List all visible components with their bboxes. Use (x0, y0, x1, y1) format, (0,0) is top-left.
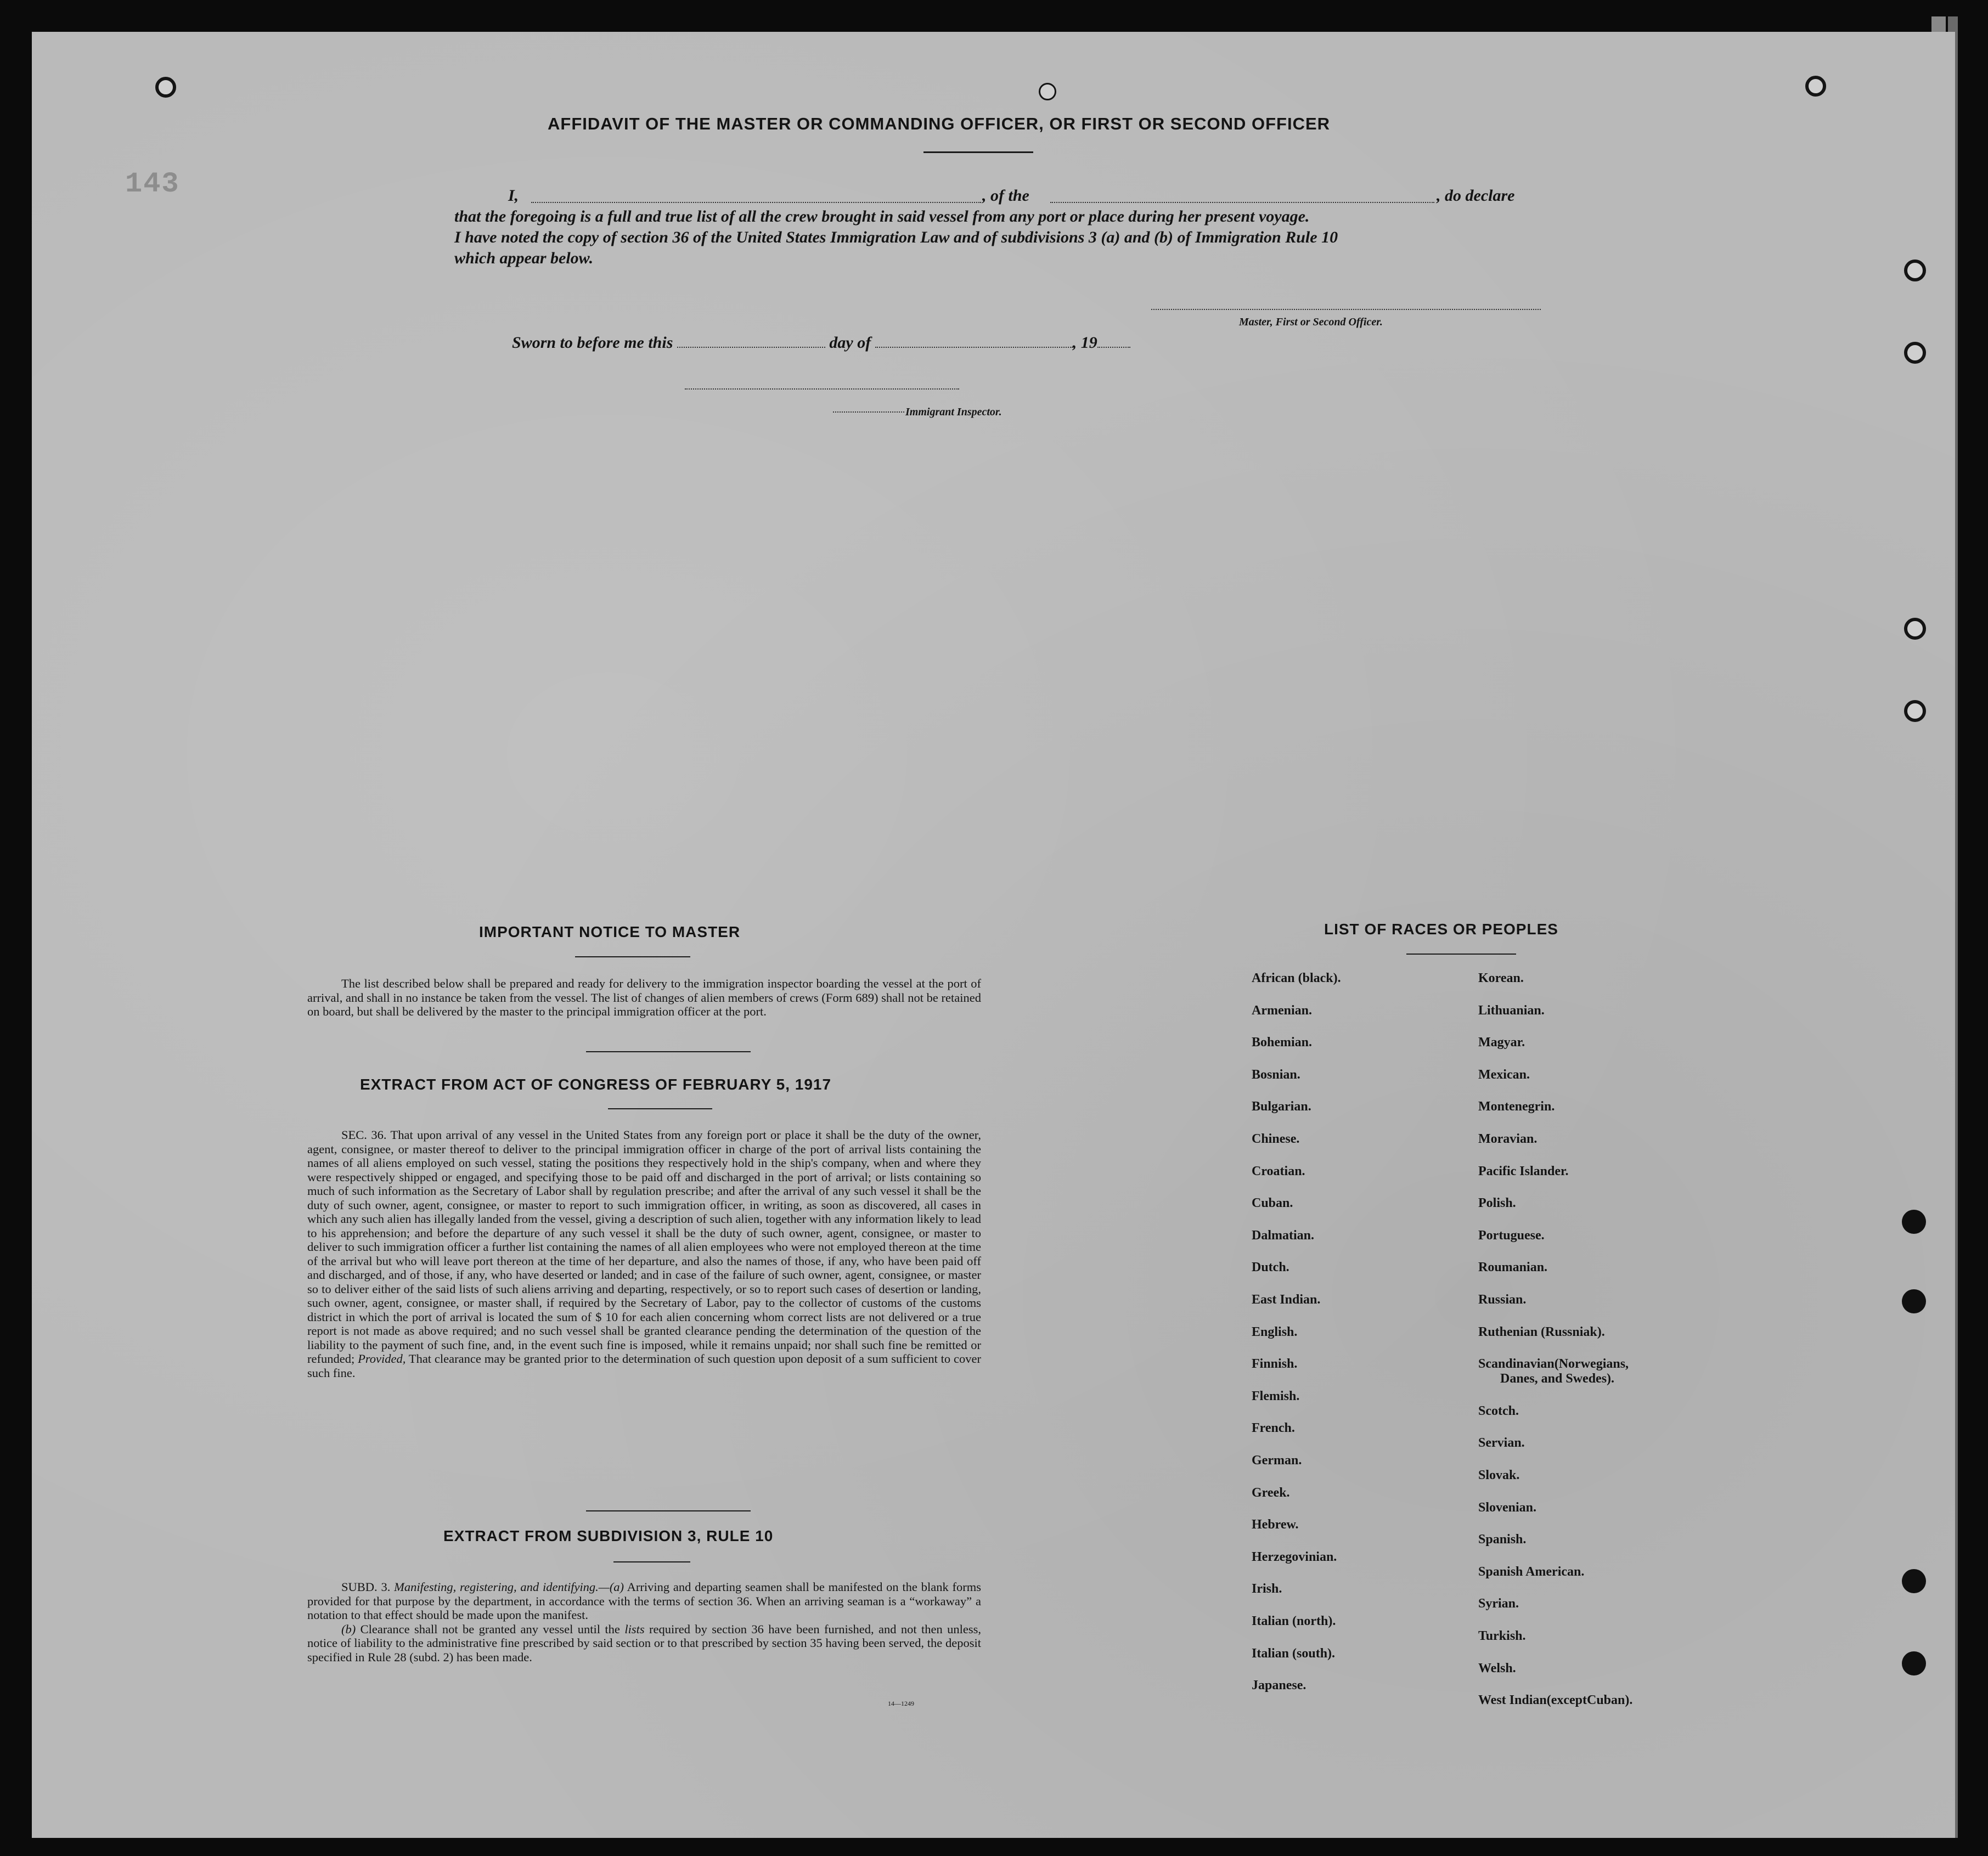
race-item: East Indian. (1252, 1293, 1321, 1307)
sworn-day-field[interactable] (677, 347, 825, 348)
rule10-b-label: (b) (341, 1622, 356, 1636)
races-heading: LIST OF RACES OR PEOPLES (1324, 921, 1558, 938)
inspector-caption: Immigrant Inspector. (905, 406, 1002, 418)
race-item: Bulgarian. (1252, 1099, 1311, 1114)
act-text-end: That clearance may be granted prior to the determination of such question upon deposit of a sum sufficient to cover such fine. (307, 1352, 982, 1380)
sworn-year-field[interactable] (1097, 347, 1130, 348)
punch-hole-icon (1904, 618, 1926, 640)
affidavit-line-4: which appear below. (454, 249, 594, 267)
notice-text-block (307, 977, 981, 1019)
sworn-day-of: day of (829, 334, 871, 352)
affidavit-line-2: that the foregoing is a full and true list of all the crew brought in said vessel from any port or place during her present voyage. (454, 207, 1310, 225)
section-divider (586, 1510, 751, 1511)
race-item: Mexican. (1478, 1067, 1530, 1082)
affidavit-body (454, 185, 1541, 269)
punch-hole-icon (1902, 1289, 1926, 1313)
rule10-subd: SUBD. 3. (341, 1580, 391, 1594)
document-page (32, 32, 1955, 1838)
title-divider (923, 151, 1033, 153)
race-item: Hebrew. (1252, 1517, 1299, 1532)
race-item: German. (1252, 1453, 1302, 1468)
notice-divider (575, 956, 690, 957)
race-item: West Indian(exceptCuban). (1478, 1693, 1633, 1708)
act-provided: Provided, (358, 1352, 406, 1366)
sworn-line (512, 334, 1130, 352)
rule10-b-lists: lists (624, 1622, 645, 1636)
rule10-divider (613, 1561, 690, 1562)
races-divider (1406, 954, 1516, 955)
vessel-field[interactable] (1050, 202, 1434, 203)
act-heading: EXTRACT FROM ACT OF CONGRESS OF FEBRUARY 5, 1917 (360, 1076, 832, 1093)
punch-hole-icon (1039, 83, 1056, 100)
race-item: Servian. (1478, 1436, 1525, 1451)
punch-hole-icon (1902, 1210, 1926, 1234)
race-item: Polish. (1478, 1196, 1516, 1211)
act-text-block (307, 1128, 981, 1380)
race-item: Welsh. (1478, 1661, 1516, 1676)
race-item: Turkish. (1478, 1629, 1526, 1643)
race-item: Pacific Islander. (1478, 1164, 1569, 1178)
race-item: Slovak. (1478, 1468, 1520, 1482)
inspector-lead-line (833, 411, 904, 413)
race-item: French. (1252, 1421, 1295, 1436)
affidavit-do-declare: , do declare (1437, 187, 1515, 205)
race-item: Italian (north). (1252, 1614, 1336, 1628)
punch-hole-icon (1904, 700, 1926, 722)
race-item: Scandinavian(Norwegians, (1478, 1357, 1629, 1372)
race-item: Bosnian. (1252, 1067, 1300, 1082)
affidavit-of-the: , of the (982, 187, 1029, 205)
race-item: Montenegrin. (1478, 1099, 1555, 1114)
punch-hole-icon (1902, 1569, 1926, 1593)
race-item: Portuguese. (1478, 1228, 1545, 1243)
act-divider (608, 1108, 712, 1109)
race-item: Finnish. (1252, 1357, 1298, 1372)
race-item: Spanish. (1478, 1532, 1527, 1547)
race-item: Spanish American. (1478, 1564, 1585, 1579)
punch-hole-icon (1902, 1651, 1926, 1676)
race-item: Slovenian. (1478, 1500, 1537, 1515)
section-divider (586, 1051, 751, 1052)
act-text: SEC. 36. That upon arrival of any vessel in the United States from any foreign port or place it shall be the duty of the owner, agent, consignee, or master thereof to deliver to the principal immigration officer in charge of the port of arrival lists containing the names of all aliens employed on such vessel, stating the positions they respectively hold in the ship's company, when and where they were respectively shipped or engaged, and specifying those to be paid off and discharged in the port of arrival; or lists containing so much of such information as the Secretary of Labor shall by regulation prescribe; and after the arrival of any such vessel it shall be the duty of such owner, agent, consignee, or master to report to such immigration officer, in writing, as soon as discovered, all cases in which any such alien has illegally landed from the vessel, giving a description of such alien, together with any information likely to lead to his apprehension; and before the departure of any such vessel it shall be the duty of such owner, agent, consignee, or master to deliver to such immigration officer a further list containing the names of all alien employees who were not employed thereon at the time of the arrival but who will leave port thereon at the time of her departure, and also the names of those, if any, who have been paid off and discharged, and of those, if any, who have deserted or landed; and in case of the failure of such owner, agent, consignee, or master so to deliver either of the said lists of such aliens arriving and departing, respectively, or so to report such cases of desertion or landing, such owner, agent, consignee, or master shall, if required by the Secretary of Labor, pay to the collector of customs of the customs district in which the port of arrival is located the sum of $ 10 for each alien concerning whom correct lists are not delivered or a true report is not made as above required; and no such vessel shall be granted clearance pending the determination of the question of the liability to the payment of such fine, and, in the event such fine is imposed, while it remains unpaid; nor shall such fine be remitted or refunded; (307, 1128, 981, 1366)
race-item: Bohemian. (1252, 1035, 1313, 1050)
rule10-subd-title: Manifesting, registering, and identifying.—(a) (394, 1580, 624, 1594)
punch-hole-icon (1904, 259, 1926, 281)
race-item: Ruthenian (Russniak). (1478, 1324, 1605, 1339)
race-item: Cuban. (1252, 1196, 1293, 1211)
race-item: Russian. (1478, 1293, 1527, 1307)
affidavit-i: I, (508, 187, 519, 205)
race-item: Flemish. (1252, 1389, 1300, 1403)
race-item: Scotch. (1478, 1403, 1519, 1418)
race-item: Lithuanian. (1478, 1003, 1545, 1018)
master-signature-field[interactable] (1151, 309, 1541, 310)
rule10-b-text-2: required by section 36 have been furnished, and not then unless, notice of liability to the administrative fine prescribed by said section or to that prescribed by section 35 having been served, the deposit specified in Rule 28 (subd. 2) has been made. (307, 1622, 982, 1664)
notice-text: The list described below shall be prepared and ready for delivery to the immigration inspector boarding the vessel at the port of arrival, and shall in no instance be taken from the vessel. The list of changes of alien members of crews (Form 689) shall not be retained on board, but shall be delivered by the master to the principal immigration officer at the port. (307, 977, 981, 1018)
race-item: Croatian. (1252, 1164, 1305, 1178)
race-item: Japanese. (1252, 1678, 1306, 1693)
race-item: Magyar. (1478, 1035, 1525, 1050)
form-number: 14—1249 (888, 1700, 914, 1707)
punch-hole-icon (1805, 76, 1826, 97)
race-item: Italian (south). (1252, 1646, 1336, 1661)
affidavit-title: AFFIDAVIT OF THE MASTER OR COMMANDING OFFICER, OR FIRST OR SECOND OFFICER (548, 114, 1331, 133)
race-item: Chinese. (1252, 1132, 1300, 1146)
race-item: Moravian. (1478, 1132, 1538, 1146)
sworn-prefix: Sworn to before me this (512, 334, 673, 352)
race-item: African (black). (1252, 971, 1341, 985)
notice-heading: IMPORTANT NOTICE TO MASTER (479, 923, 741, 940)
race-item: Dutch. (1252, 1260, 1289, 1275)
affidavit-line-1 (454, 185, 1541, 206)
affidavit-line-3: I have noted the copy of section 36 of the United States Immigration Law and of subdivisions 3 (a) and (b) of Immigration Rule 10 (454, 228, 1338, 246)
race-item: Dalmatian. (1252, 1228, 1314, 1243)
inspector-signature-field[interactable] (685, 388, 959, 390)
race-item: Danes, and Swedes). (1500, 1372, 1615, 1386)
race-item: Roumanian. (1478, 1260, 1548, 1275)
race-item: Greek. (1252, 1485, 1290, 1500)
race-item: Irish. (1252, 1582, 1282, 1597)
punch-hole-icon (1904, 342, 1926, 364)
race-item: Armenian. (1252, 1003, 1312, 1018)
rule10-heading: EXTRACT FROM SUBDIVISION 3, RULE 10 (443, 1527, 774, 1544)
sworn-year-prefix: , 19 (1072, 334, 1097, 352)
bleed-page-number: 143 (125, 168, 180, 200)
rule10-a-text: Arriving and departing seamen shall be manifested on the blank forms provided for that purpose by the department, in accordance with the terms of section 36. When an arriving seaman is a “workaway” a notation to that effect should be made upon the manifest. (307, 1580, 982, 1622)
race-item: Korean. (1478, 971, 1524, 985)
signature-caption: Master, First or Second Officer. (1239, 316, 1383, 328)
sworn-month-field[interactable] (875, 347, 1073, 348)
race-item: Syrian. (1478, 1597, 1519, 1611)
race-item: Herzegovinian. (1252, 1549, 1337, 1564)
rule10-text-block (307, 1580, 981, 1664)
name-field[interactable] (531, 202, 981, 203)
race-item: English. (1252, 1324, 1298, 1339)
rule10-b-text-1: Clearance shall not be granted any vessel until the (360, 1622, 620, 1636)
punch-hole-icon (155, 77, 176, 98)
